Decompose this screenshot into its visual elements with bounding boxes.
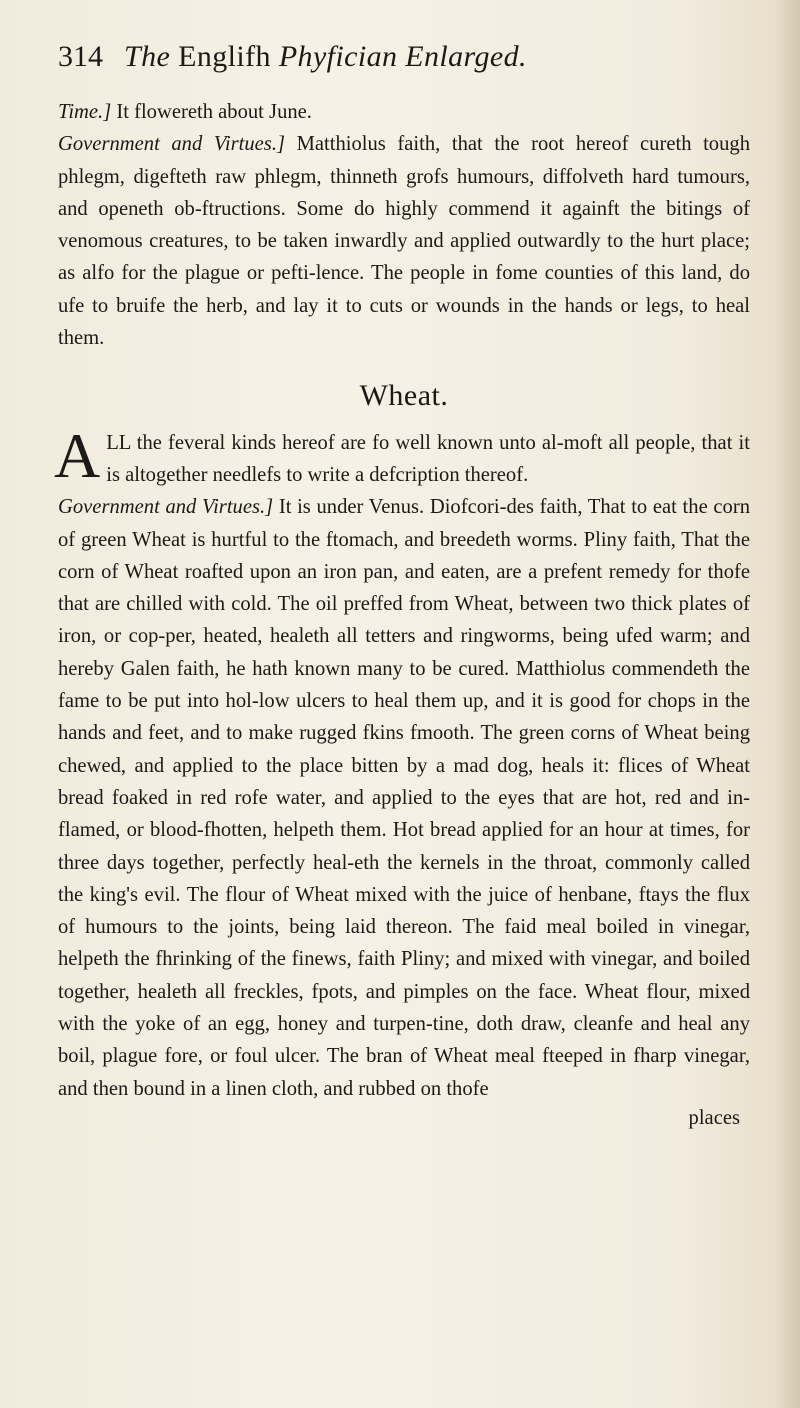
paragraph-government — [58, 128, 750, 354]
drop-cap: A — [54, 419, 101, 491]
page-edge-shadow — [774, 0, 800, 1408]
running-title-the: The — [124, 40, 171, 73]
wheat-intro-text: LL the feveral kinds hereof are fo well known unto al-moft all people, that it is altogether needlefs to write a defcription thereof. — [106, 431, 750, 486]
government-label: Government and Virtues.] — [58, 133, 285, 156]
paragraph-wheat-virtues — [58, 491, 750, 1105]
catchword: places — [688, 1106, 740, 1129]
body-text — [54, 96, 750, 1131]
wheat-virtues-text: It is under Venus. Diofcori-des faith, That to eat the corn of green Wheat is hurtful to the ftomach, and breedeth worms. Pliny faith, That the corn of Wheat roafted upon an iron pan, and eaten, are a prefent remedy for thofe that are chilled with cold. The oil preffed from Wheat, between two thick plates of iron, or cop-per, heated, healeth all tetters and ringworms, being ufed warm; and hereby Galen faith, he hath known many to be cured. Matthiolus commendeth the fame to be put into hol-low ulcers to heal them up, and it is good for chops in the hands and feet, and to make rugged fkins fmooth. The green corns of Wheat being chewed, and applied to the place bitten by a mad dog, heals it: flices of Wheat bread foaked in red rofe water, and applied to the eyes that are hot, red and in-flamed, or blood-fhotten, helpeth them. Hot bread applied for an hour at times, for three days together, perfectly heal-eth the kernels in the throat, commonly called the king's evil. The flour of Wheat mixed with the juice of henbane, ftays the flux of humours to the joints, being laid thereon. The faid meal boiled in vinegar, helpeth the fhrinking of the finews, faith Pliny; and mixed with vinegar, and boiled together, healeth all freckles, fpots, and pimples on the face. Wheat flour, mixed with the yoke of an egg, honey and turpen-tine, doth draw, cleanfe and heal any boil, plague fore, or foul ulcer. The bran of Wheat meal fteeped in fharp vinegar, and then bound in a linen cloth, and rubbed on thofe — [58, 496, 750, 1100]
running-title-mid: Englifh — [178, 40, 271, 73]
time-label: Time.] — [58, 101, 112, 123]
time-text: It flowereth about June. — [111, 101, 312, 123]
running-title-rest: Phyfician Enlarged. — [278, 40, 527, 73]
page-header — [58, 40, 750, 96]
page-number: 314 — [58, 40, 103, 73]
government-text: Matthiolus faith, that the root hereof cureth tough phlegm, digefteth raw phlegm, thinneth grofs humours, diffolveth hard tumours, and openeth ob-ftructions. Some do highly commend it againft the bitings of venomous creatures, to be taken inwardly and applied outwardly to the hurt place; as alfo for the plague or pefti-lence. The people in fome counties of this land, do ufe to bruife the herb, and lay it to cuts or wounds in the hands or legs, to heal them. — [58, 133, 750, 350]
running-title — [124, 40, 527, 74]
paragraph-wheat-intro — [54, 419, 750, 492]
paragraph-time — [58, 96, 750, 128]
wheat-virtues-label: Government and Virtues.] — [58, 496, 274, 519]
section-heading-wheat: Wheat. — [359, 379, 449, 413]
